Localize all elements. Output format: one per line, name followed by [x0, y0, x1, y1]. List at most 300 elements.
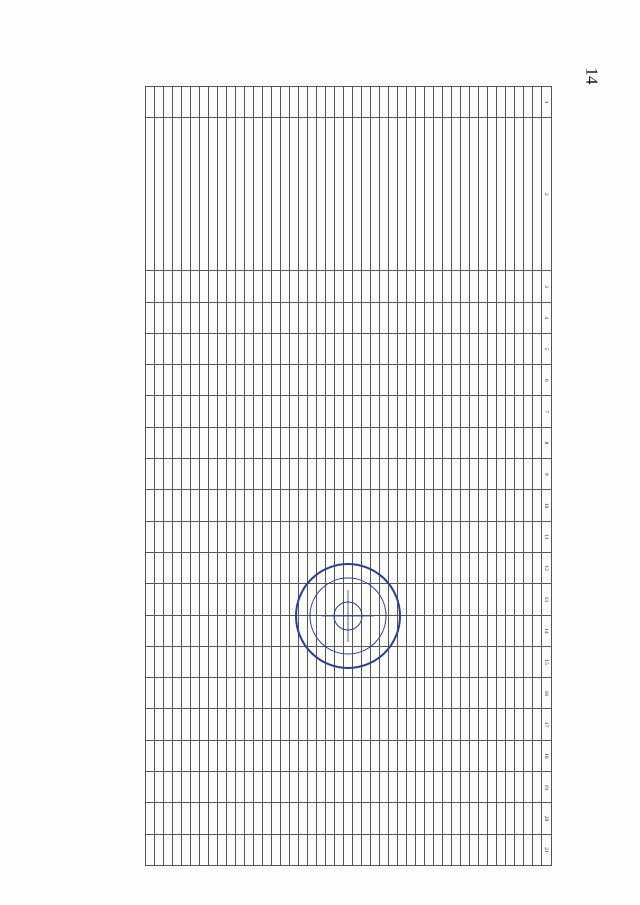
table-cell	[227, 740, 236, 771]
table-cell	[173, 646, 182, 677]
table-cell	[407, 333, 416, 364]
table-cell	[254, 271, 263, 302]
table-cell	[443, 427, 452, 458]
table-cell	[209, 87, 218, 118]
table-cell	[353, 521, 362, 552]
table-cell	[443, 615, 452, 646]
table-cell	[218, 709, 227, 740]
table-cell	[515, 834, 524, 865]
table-cell	[155, 552, 164, 583]
table-cell	[263, 271, 272, 302]
table-row	[254, 87, 263, 866]
table-cell	[218, 646, 227, 677]
table-cell	[524, 302, 533, 333]
table-cell	[533, 740, 542, 771]
table-cell	[308, 740, 317, 771]
table-cell	[182, 646, 191, 677]
table-cell	[236, 584, 245, 615]
table-cell	[497, 396, 506, 427]
table-cell	[488, 709, 497, 740]
table-cell	[281, 521, 290, 552]
table-cell	[515, 333, 524, 364]
table-cell	[272, 709, 281, 740]
table-cell	[155, 333, 164, 364]
table-cell	[524, 772, 533, 803]
table-cell	[209, 490, 218, 521]
table-cell	[272, 646, 281, 677]
table-cell	[407, 490, 416, 521]
table-cell	[425, 615, 434, 646]
table-cell	[173, 615, 182, 646]
table-cell	[335, 772, 344, 803]
table-cell	[443, 490, 452, 521]
table-cell	[308, 271, 317, 302]
table-cell	[434, 709, 443, 740]
table-cell	[182, 772, 191, 803]
table-cell	[200, 834, 209, 865]
table-cell	[281, 333, 290, 364]
table-cell	[461, 615, 470, 646]
table-cell	[389, 118, 398, 271]
table-body	[146, 87, 542, 866]
table-cell	[263, 396, 272, 427]
table-cell	[488, 552, 497, 583]
table-cell	[425, 118, 434, 271]
table-cell	[425, 646, 434, 677]
table-cell	[263, 333, 272, 364]
column-number: 9	[542, 459, 552, 490]
table-cell	[308, 396, 317, 427]
table-cell	[416, 87, 425, 118]
table-cell	[146, 552, 155, 583]
table-cell	[443, 646, 452, 677]
table-cell	[497, 302, 506, 333]
table-cell	[515, 678, 524, 709]
table-cell	[488, 365, 497, 396]
table-cell	[317, 459, 326, 490]
table-cell	[524, 396, 533, 427]
table-cell	[470, 365, 479, 396]
column-number: 10	[542, 490, 552, 521]
table-cell	[362, 678, 371, 709]
table-cell	[209, 834, 218, 865]
table-cell	[254, 772, 263, 803]
table-cell	[479, 803, 488, 834]
table-cell	[263, 427, 272, 458]
table-cell	[335, 709, 344, 740]
table-cell	[254, 333, 263, 364]
table-cell	[425, 772, 434, 803]
table-cell	[254, 365, 263, 396]
table-cell	[524, 490, 533, 521]
table-cell	[290, 118, 299, 271]
table-cell	[245, 87, 254, 118]
table-cell	[470, 87, 479, 118]
table-cell	[254, 834, 263, 865]
table-cell	[290, 772, 299, 803]
table-cell	[380, 365, 389, 396]
table-cell	[182, 333, 191, 364]
table-cell	[200, 615, 209, 646]
table-cell	[398, 803, 407, 834]
table-cell	[299, 396, 308, 427]
table-cell	[308, 365, 317, 396]
table-cell	[425, 333, 434, 364]
table-cell	[362, 427, 371, 458]
table-cell	[470, 740, 479, 771]
table-cell	[182, 459, 191, 490]
table-cell	[497, 709, 506, 740]
table-cell	[371, 772, 380, 803]
table-cell	[515, 459, 524, 490]
table-row	[218, 87, 227, 866]
table-cell	[452, 302, 461, 333]
table-cell	[200, 459, 209, 490]
table-cell	[353, 678, 362, 709]
table-row	[281, 87, 290, 866]
table-cell	[506, 678, 515, 709]
table-cell	[254, 584, 263, 615]
column-number: 8	[542, 427, 552, 458]
table-cell	[227, 615, 236, 646]
table-cell	[164, 709, 173, 740]
table-cell	[524, 615, 533, 646]
table-cell	[452, 772, 461, 803]
table-cell	[515, 740, 524, 771]
table-cell	[470, 803, 479, 834]
table-cell	[173, 365, 182, 396]
table-row	[155, 87, 164, 866]
table-cell	[407, 396, 416, 427]
table-cell	[515, 490, 524, 521]
table-cell	[272, 365, 281, 396]
table-cell	[497, 490, 506, 521]
table-cell	[209, 772, 218, 803]
table-cell	[389, 459, 398, 490]
table-cell	[191, 490, 200, 521]
table-cell	[218, 87, 227, 118]
table-cell	[209, 584, 218, 615]
table-cell	[407, 709, 416, 740]
table-cell	[452, 333, 461, 364]
table-cell	[173, 427, 182, 458]
table-cell	[155, 87, 164, 118]
table-cell	[263, 678, 272, 709]
table-cell	[299, 87, 308, 118]
table-cell	[236, 772, 245, 803]
table-cell	[164, 646, 173, 677]
table-cell	[353, 365, 362, 396]
table-cell	[416, 490, 425, 521]
table-cell	[470, 834, 479, 865]
table-cell	[254, 396, 263, 427]
table-cell	[515, 396, 524, 427]
table-cell	[362, 834, 371, 865]
table-cell	[281, 552, 290, 583]
table-cell	[380, 427, 389, 458]
table-cell	[164, 521, 173, 552]
table-cell	[479, 552, 488, 583]
table-cell	[371, 302, 380, 333]
table-row	[479, 87, 488, 866]
table-cell	[362, 118, 371, 271]
table-cell	[245, 709, 254, 740]
table-cell	[299, 427, 308, 458]
table-cell	[164, 490, 173, 521]
table-cell	[398, 678, 407, 709]
table-cell	[254, 459, 263, 490]
table-row	[506, 87, 515, 866]
table-cell	[452, 740, 461, 771]
table-cell	[407, 459, 416, 490]
table-cell	[443, 678, 452, 709]
table-cell	[164, 87, 173, 118]
table-cell	[191, 678, 200, 709]
table-cell	[209, 365, 218, 396]
table-cell	[434, 646, 443, 677]
table-row	[488, 87, 497, 866]
table-cell	[164, 552, 173, 583]
table-row	[389, 87, 398, 866]
table-cell	[524, 709, 533, 740]
table-cell	[443, 271, 452, 302]
table-cell	[524, 678, 533, 709]
table-cell	[407, 584, 416, 615]
table-cell	[461, 552, 470, 583]
table-cell	[479, 709, 488, 740]
table-row	[407, 87, 416, 866]
table-cell	[515, 803, 524, 834]
table-cell	[263, 740, 272, 771]
table-cell	[308, 427, 317, 458]
table-cell	[398, 772, 407, 803]
table-cell	[461, 678, 470, 709]
table-cell	[173, 521, 182, 552]
table-cell	[272, 803, 281, 834]
table-cell	[209, 118, 218, 271]
table-cell	[371, 709, 380, 740]
table-cell	[182, 678, 191, 709]
table-cell	[245, 333, 254, 364]
register-table	[145, 86, 552, 866]
table-cell	[344, 521, 353, 552]
table-cell	[524, 427, 533, 458]
table-cell	[380, 396, 389, 427]
table-cell	[200, 118, 209, 271]
table-cell	[182, 584, 191, 615]
table-cell	[425, 271, 434, 302]
table-cell	[146, 678, 155, 709]
table-cell	[425, 678, 434, 709]
table-cell	[164, 678, 173, 709]
table-cell	[272, 427, 281, 458]
table-cell	[389, 396, 398, 427]
table-cell	[362, 521, 371, 552]
table-cell	[362, 490, 371, 521]
table-cell	[173, 709, 182, 740]
table-cell	[416, 584, 425, 615]
table-cell	[227, 646, 236, 677]
table-cell	[371, 803, 380, 834]
table-cell	[317, 740, 326, 771]
table-cell	[407, 772, 416, 803]
table-cell	[344, 427, 353, 458]
table-cell	[209, 709, 218, 740]
table-cell	[263, 87, 272, 118]
table-cell	[200, 646, 209, 677]
table-cell	[281, 678, 290, 709]
table-row	[425, 87, 434, 866]
table-cell	[155, 678, 164, 709]
table-cell	[272, 87, 281, 118]
table-cell	[362, 87, 371, 118]
table-cell	[425, 803, 434, 834]
table-cell	[506, 772, 515, 803]
table-cell	[506, 365, 515, 396]
table-cell	[416, 521, 425, 552]
table-row	[362, 87, 371, 866]
table-cell	[515, 584, 524, 615]
table-cell	[389, 302, 398, 333]
column-number: 15	[542, 646, 552, 677]
table-cell	[434, 365, 443, 396]
column-number: 12	[542, 552, 552, 583]
table-cell	[200, 552, 209, 583]
table-cell	[173, 396, 182, 427]
table-cell	[272, 271, 281, 302]
table-cell	[497, 678, 506, 709]
table-cell	[506, 584, 515, 615]
table-cell	[173, 302, 182, 333]
table-cell	[317, 834, 326, 865]
table-cell	[335, 521, 344, 552]
table-cell	[371, 459, 380, 490]
table-cell	[434, 118, 443, 271]
table-cell	[164, 740, 173, 771]
table-cell	[146, 709, 155, 740]
table-cell	[470, 709, 479, 740]
table-cell	[479, 302, 488, 333]
table-cell	[344, 709, 353, 740]
table-cell	[425, 490, 434, 521]
table-cell	[209, 521, 218, 552]
table-cell	[389, 678, 398, 709]
table-cell	[434, 615, 443, 646]
table-cell	[443, 459, 452, 490]
table-cell	[227, 803, 236, 834]
table-cell	[533, 646, 542, 677]
table-cell	[497, 552, 506, 583]
table-cell	[398, 396, 407, 427]
table-cell	[326, 459, 335, 490]
table-cell	[191, 740, 200, 771]
table-cell	[290, 459, 299, 490]
table-cell	[236, 87, 245, 118]
table-cell	[524, 365, 533, 396]
table-cell	[281, 646, 290, 677]
table-cell	[479, 584, 488, 615]
table-cell	[155, 584, 164, 615]
table-cell	[497, 271, 506, 302]
table-cell	[191, 834, 200, 865]
official-seal-stamp	[292, 560, 404, 672]
table-cell	[308, 333, 317, 364]
column-number: 1	[542, 87, 552, 118]
table-cell	[236, 271, 245, 302]
table-cell	[506, 740, 515, 771]
table-cell	[488, 459, 497, 490]
table-cell	[416, 396, 425, 427]
table-cell	[227, 834, 236, 865]
table-cell	[227, 678, 236, 709]
table-cell	[416, 709, 425, 740]
table-cell	[371, 118, 380, 271]
table-cell	[191, 87, 200, 118]
table-cell	[299, 271, 308, 302]
table-cell	[470, 459, 479, 490]
table-cell	[155, 772, 164, 803]
table-cell	[371, 87, 380, 118]
table-cell	[200, 87, 209, 118]
table-cell	[236, 552, 245, 583]
table-cell	[245, 459, 254, 490]
table-cell	[299, 834, 308, 865]
table-cell	[371, 521, 380, 552]
table-cell	[470, 584, 479, 615]
table-cell	[443, 709, 452, 740]
table-cell	[299, 490, 308, 521]
table-cell	[326, 118, 335, 271]
table-cell	[497, 834, 506, 865]
table-cell	[308, 87, 317, 118]
table-cell	[200, 302, 209, 333]
table-cell	[506, 396, 515, 427]
table-cell	[164, 271, 173, 302]
table-cell	[533, 333, 542, 364]
table-cell	[227, 490, 236, 521]
table-cell	[506, 333, 515, 364]
table-cell	[245, 803, 254, 834]
table-cell	[461, 709, 470, 740]
table-cell	[191, 709, 200, 740]
table-cell	[281, 271, 290, 302]
table-cell	[281, 302, 290, 333]
table-cell	[263, 709, 272, 740]
table-cell	[146, 615, 155, 646]
table-cell	[488, 678, 497, 709]
table-cell	[146, 271, 155, 302]
table-cell	[209, 302, 218, 333]
table-cell	[317, 365, 326, 396]
table-cell	[308, 118, 317, 271]
table-cell	[506, 271, 515, 302]
table-cell	[155, 615, 164, 646]
table-row	[290, 87, 299, 866]
table-cell	[290, 803, 299, 834]
table-cell	[272, 459, 281, 490]
table-cell	[182, 396, 191, 427]
table-row	[146, 87, 155, 866]
table-cell	[146, 365, 155, 396]
table-cell	[191, 365, 200, 396]
table-cell	[272, 834, 281, 865]
table-cell	[389, 365, 398, 396]
table-cell	[182, 740, 191, 771]
table-cell	[362, 459, 371, 490]
table-cell	[497, 118, 506, 271]
table-cell	[425, 396, 434, 427]
table-row	[497, 87, 506, 866]
